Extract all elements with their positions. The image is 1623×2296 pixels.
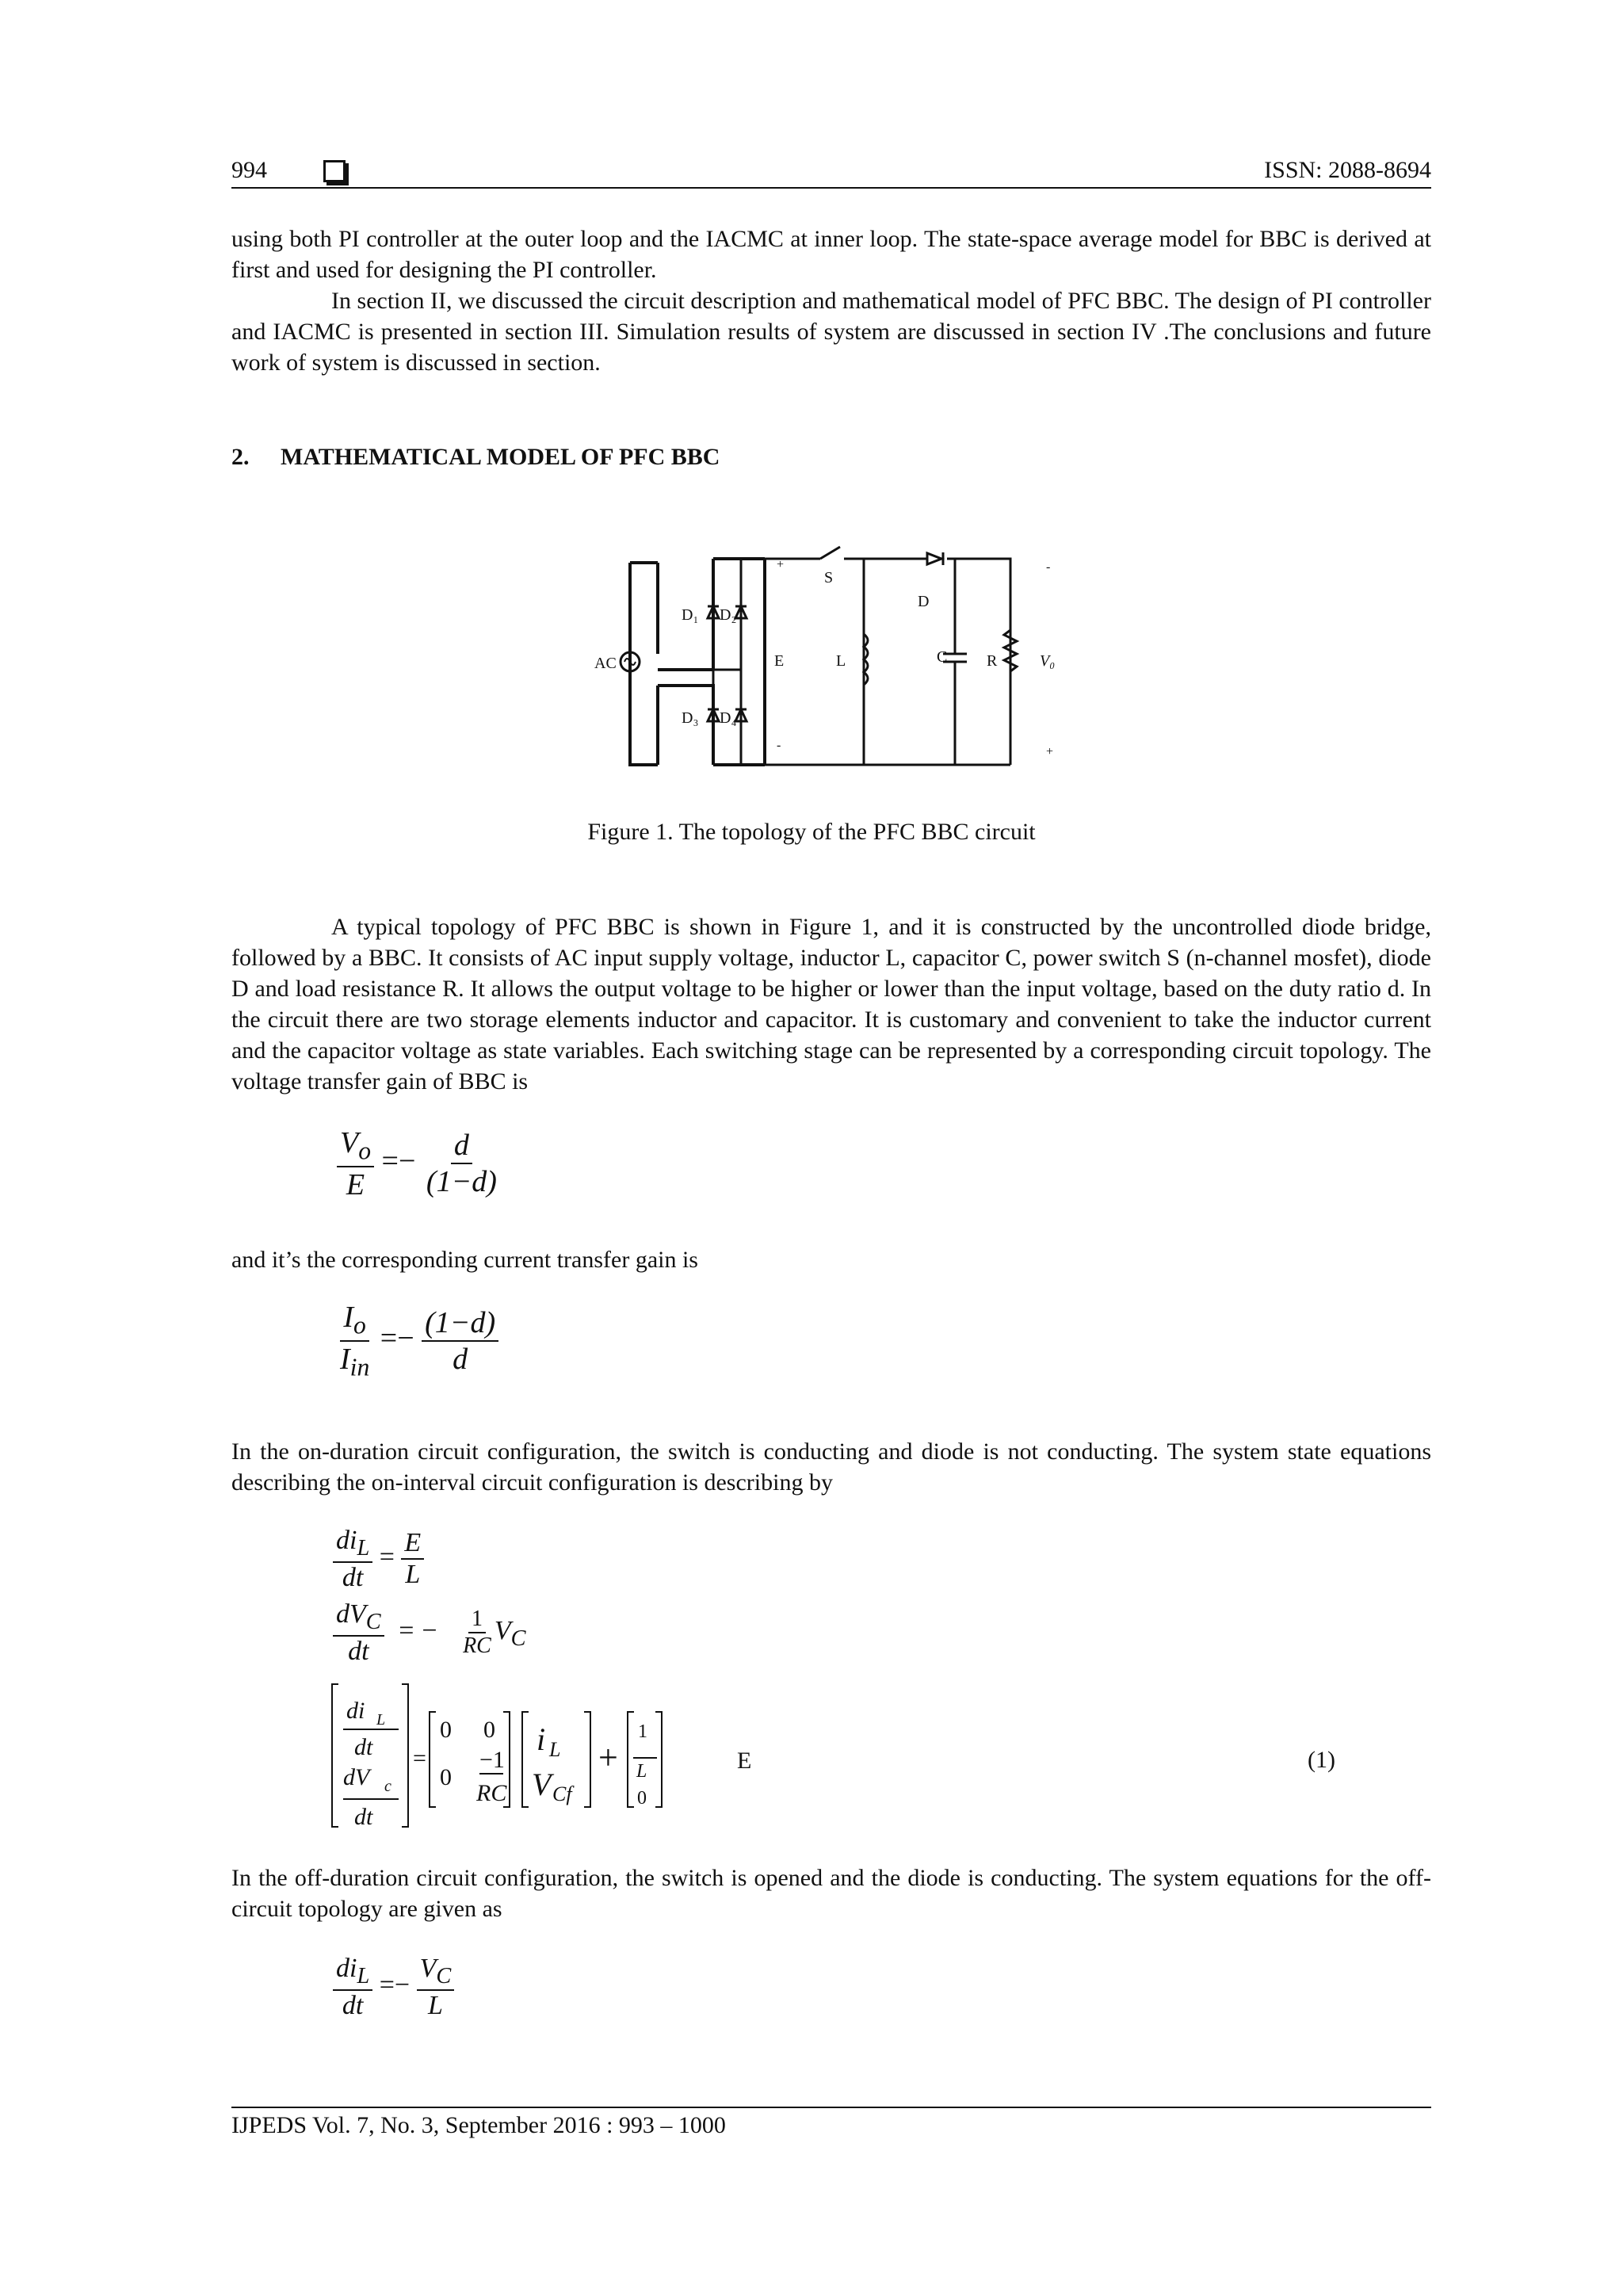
label-d: D	[918, 593, 930, 610]
topology-paragraph: A typical topology of PFC BBC is shown in Figure 1, and it is constructed by the uncontrolled diode bridge, followed by a BBC. It consists of AC input supply voltage, inductor L, capacitor C, power switch S (n-channel mosfet), diode D and load resistance R. It allows the output voltage to be higher or lower than the input voltage, based on the duty ratio d. In the circuit there are two storage elements inductor and capacitor. It is customary and convenient to take the inductor current and the capacitor voltage as state variables. Each switching stage can be represented by a corresponding circuit topology. The voltage transfer gain of BBC is	[231, 914, 1431, 1095]
outline-paragraph: In section II, we discussed the circuit description and mathematical model of PFC BBC. The design of PI controller and IACMC is presented in section III. Simulation results of system are discussed in section IV .The conclusions and future work of system is discussed in section.	[231, 288, 1431, 376]
svg-text:Cf: Cf	[552, 1782, 572, 1805]
footer-rule	[231, 2107, 1431, 2108]
on-duration-paragraph: In the on-duration circuit configuration, the switch is conducting and diode is not conducting. The system state equations describing the on-interval circuit configuration is describing by	[231, 1438, 1431, 1496]
journal-footer: IJPEDS Vol. 7, No. 3, September 2016 : 993 – 1000	[231, 2112, 726, 2138]
section-title: MATHEMATICAL MODEL OF PFC BBC	[281, 444, 720, 470]
svg-text:0: 0	[637, 1788, 647, 1809]
page-number: 994	[231, 157, 267, 183]
svg-text:di: di	[346, 1698, 365, 1724]
svg-text:=: =	[413, 1745, 426, 1771]
svg-text:i: i	[537, 1721, 546, 1757]
current-gain-equation: $\frac{I_o}{I_{in}}$ =− $\frac{(1-d)}{d}$	[337, 1300, 498, 1381]
svg-text:V: V	[532, 1767, 552, 1802]
off-inductor-equation: $\frac{di_L}{dt}$ =− $\frac{V_C}{L}$	[333, 1954, 454, 2021]
svg-text:0: 0	[440, 1764, 452, 1790]
input-e-label: E	[737, 1748, 752, 1774]
diode-d-icon	[927, 553, 941, 564]
intro-paragraph: using both PI controller at the outer loop and the IACMC at inner loop. The state-space average model for BBC is derived at first and used for designing the PI controller.	[231, 226, 1431, 283]
svg-text:L: L	[376, 1711, 386, 1729]
section-heading	[231, 444, 720, 471]
voltage-gain-equation: $\frac{V_o}{E}$ =− $\frac{d}{(1-d)}$	[337, 1125, 500, 1202]
label-d3: D₃	[682, 709, 699, 727]
label-e: E	[774, 652, 785, 670]
off-duration-paragraph: In the off-duration circuit configuration, the switch is opened and the diode is conducting. The system equations for the off-circuit topology are given as	[231, 1865, 1431, 1922]
svg-text:dt: dt	[354, 1734, 373, 1760]
header-rule	[231, 187, 1431, 189]
svg-text:−1: −1	[479, 1747, 505, 1773]
label-vo: V₀	[1040, 652, 1056, 670]
svg-text:L: L	[549, 1738, 561, 1761]
equation-number: (1)	[1308, 1747, 1335, 1773]
label-ac: AC	[594, 655, 617, 672]
pfc-bbc-circuit-diagram	[579, 543, 1086, 773]
label-d2: D₂	[720, 606, 737, 624]
label-c: C	[937, 648, 948, 666]
on-inductor-equation: $\frac{di_L}{dt}$ = $\frac{E}{L}$	[333, 1526, 424, 1593]
svg-text:RC: RC	[476, 1780, 507, 1806]
svg-text:c: c	[384, 1778, 391, 1795]
label-l: L	[836, 652, 846, 670]
label-r: R	[987, 652, 998, 670]
svg-text:0: 0	[440, 1717, 452, 1743]
label-s: S	[824, 569, 834, 586]
current-gain-intro: and it’s the corresponding current transfer gain is	[231, 1247, 698, 1273]
label-d1: D₁	[682, 606, 699, 624]
svg-text:+: +	[598, 1738, 618, 1777]
on-capacitor-equation: $\frac{dV_C}{dt}$ = − $\frac{1}{RC}$ $V_C$	[333, 1599, 526, 1667]
svg-text:1: 1	[638, 1721, 647, 1742]
label-minus-top: -	[1046, 560, 1051, 574]
label-minus-bottom: -	[777, 739, 781, 752]
checkbox-square-icon	[323, 160, 346, 182]
issn-label: ISSN: 2088-8694	[1264, 157, 1431, 183]
label-plus-top: +	[777, 558, 785, 571]
figure-caption: Figure 1. The topology of the PFC BBC circuit	[587, 819, 1036, 845]
switch-s-icon	[820, 547, 840, 559]
section-number: 2.	[231, 444, 250, 470]
svg-text:dV: dV	[343, 1764, 370, 1790]
svg-text:L: L	[636, 1761, 647, 1782]
state-matrix-equation	[329, 1680, 741, 1831]
svg-text:dt: dt	[354, 1804, 373, 1830]
label-d4: D₄	[720, 709, 737, 727]
svg-text:0: 0	[483, 1717, 495, 1743]
label-plus-bottom: +	[1046, 745, 1054, 758]
